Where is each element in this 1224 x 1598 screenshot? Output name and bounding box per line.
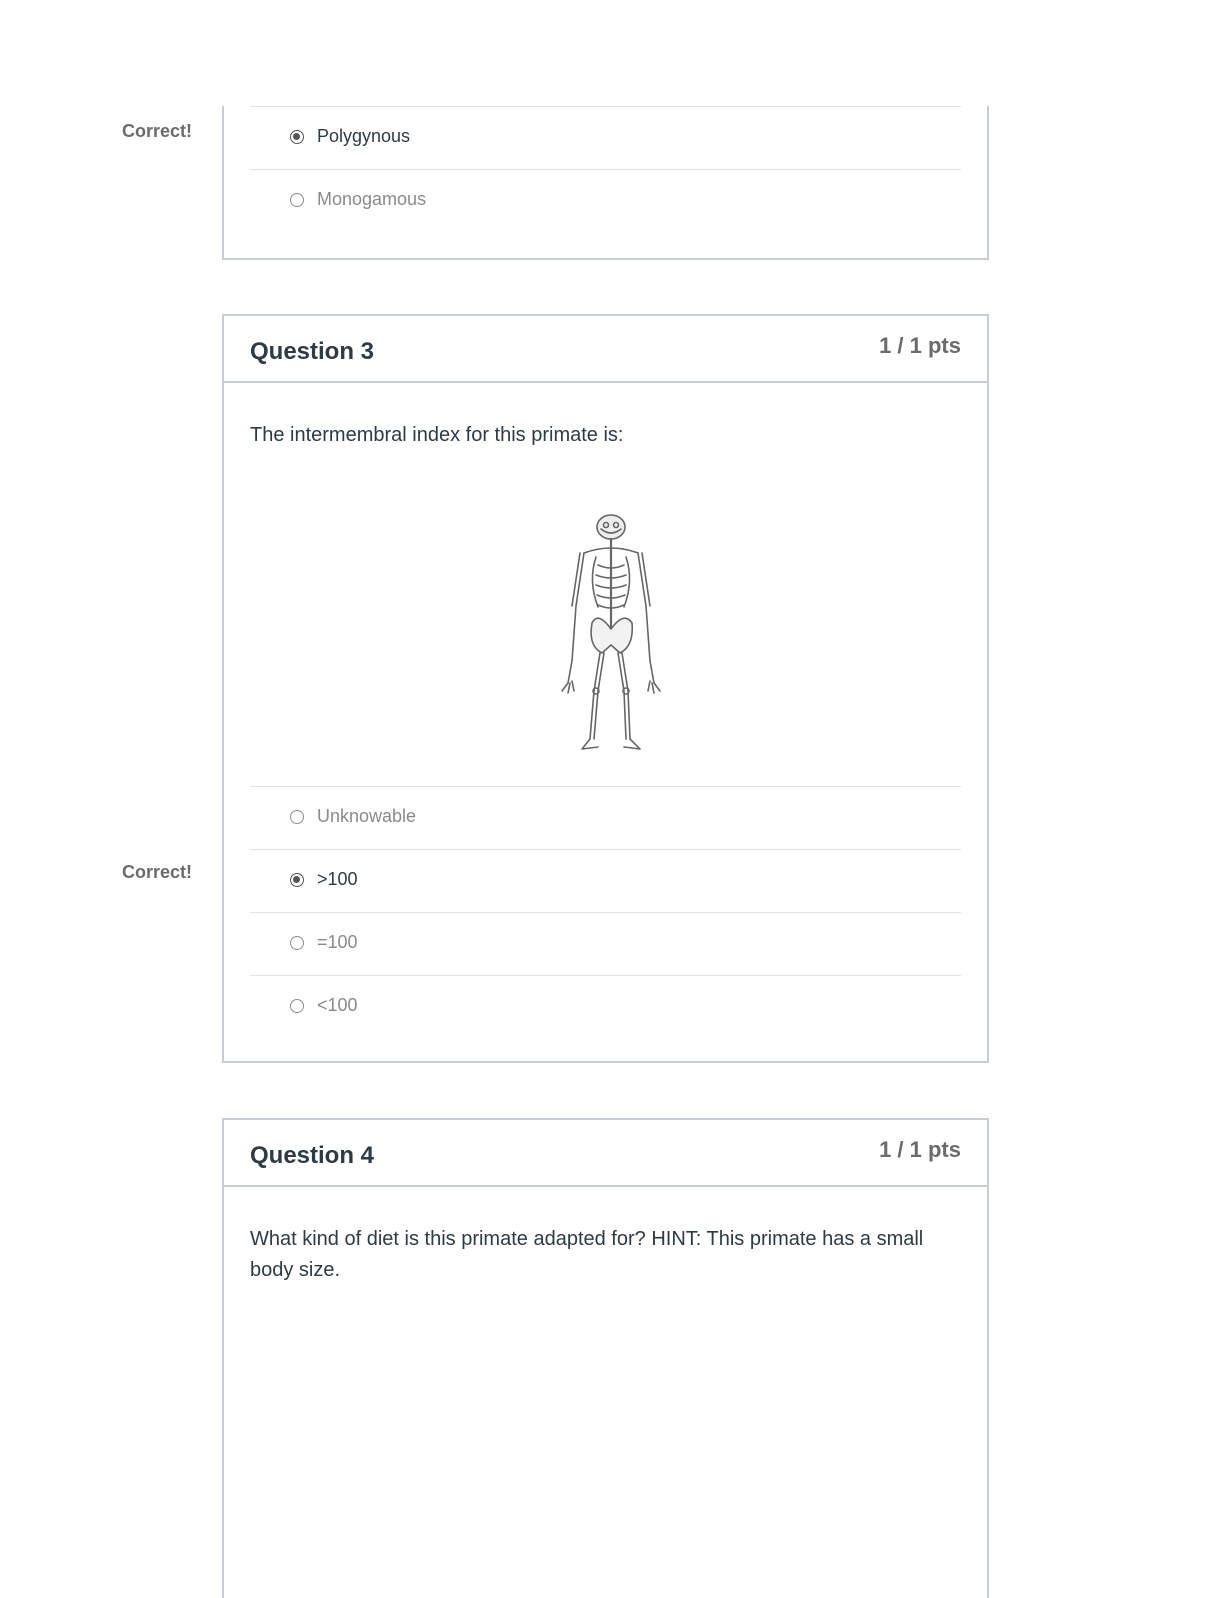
answer-monogamous[interactable] — [250, 171, 961, 233]
question-header — [224, 1120, 987, 1187]
answer-equal-100[interactable] — [250, 914, 961, 976]
radio-selected-icon[interactable] — [290, 873, 304, 887]
question-title: Question 3 — [250, 338, 375, 365]
question-text: The intermembral index for this primate is: — [250, 424, 624, 446]
radio-empty-icon[interactable] — [290, 936, 304, 950]
answer-divider — [250, 169, 961, 170]
answer-label: >100 — [317, 869, 358, 889]
question-3-card — [222, 314, 989, 1063]
radio-empty-icon[interactable] — [290, 193, 304, 207]
correct-indicator: Correct! — [122, 862, 193, 882]
answer-label: =100 — [317, 932, 358, 952]
answer-divider — [250, 849, 961, 850]
question-text: What kind of diet is this primate adapted for? HINT: This primate has a small body size. — [250, 1228, 924, 1281]
answer-divider — [250, 106, 961, 107]
answer-polygynous[interactable] — [250, 108, 961, 170]
question-points: 1 / 1 pts — [879, 1137, 961, 1162]
primate-skeleton-image — [554, 511, 664, 756]
answer-label: Unknowable — [317, 806, 417, 826]
answer-label: Monogamous — [317, 189, 427, 209]
answer-unknowable[interactable] — [250, 788, 961, 850]
answer-divider — [250, 786, 961, 787]
question-points: 1 / 1 pts — [879, 333, 961, 358]
radio-selected-icon[interactable] — [290, 130, 304, 144]
answer-divider — [250, 975, 961, 976]
question-title: Question 4 — [250, 1142, 375, 1169]
question-2-card — [222, 106, 989, 260]
question-4-card — [222, 1118, 989, 1598]
question-header — [224, 316, 987, 383]
radio-empty-icon[interactable] — [290, 999, 304, 1013]
answer-label: <100 — [317, 995, 358, 1015]
answer-label: Polygynous — [317, 126, 411, 146]
radio-empty-icon[interactable] — [290, 810, 304, 824]
answer-greater-than-100[interactable] — [250, 851, 961, 913]
answer-divider — [250, 912, 961, 913]
answer-less-than-100[interactable] — [250, 977, 961, 1039]
correct-indicator: Correct! — [122, 121, 193, 141]
